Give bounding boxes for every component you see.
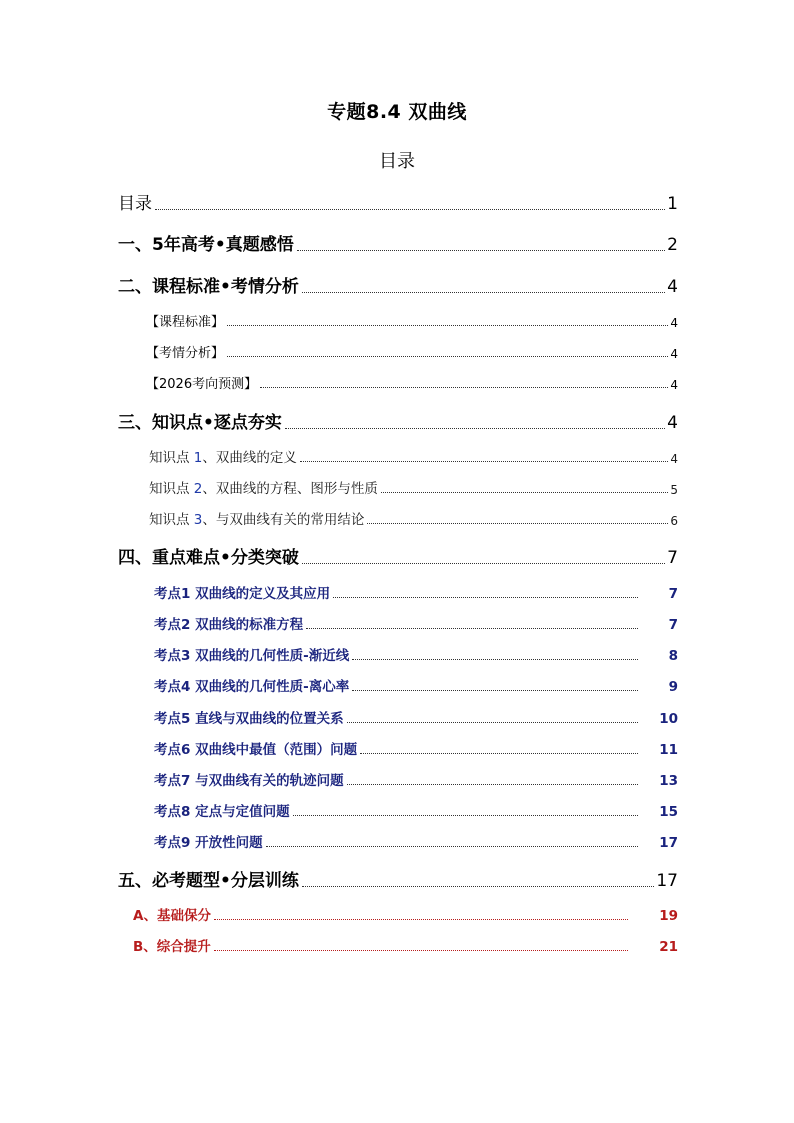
dot-leader — [302, 292, 665, 293]
toc-subentry[interactable] — [146, 373, 678, 392]
toc-kaodian-entry[interactable] — [154, 769, 678, 789]
document-title: 专题8.4 双曲线 — [327, 101, 467, 123]
toc-entry-page: 9 — [668, 679, 678, 695]
toc-entry[interactable] — [118, 189, 678, 214]
toc-knowledge-entry[interactable] — [149, 477, 678, 497]
toc-entry-label: 考点8 定点与定值问题 — [154, 804, 290, 820]
toc-entry-label: 目录 — [118, 194, 152, 214]
toc-entry-label: 【课程标准】 — [146, 315, 225, 330]
toc-entry-page: 13 — [659, 773, 678, 789]
dot-leader — [293, 815, 638, 816]
toc-entry[interactable] — [118, 272, 678, 297]
toc-entry-label: 一、5年高考•真题感悟 — [118, 235, 294, 255]
toc-subentry[interactable] — [146, 311, 678, 330]
dot-leader — [352, 659, 638, 660]
toc-entry-page: 11 — [659, 742, 678, 758]
toc-entry-page: 5 — [670, 483, 678, 497]
dot-leader — [367, 523, 668, 524]
toc-entry-label: 考点7 与双曲线有关的轨迹问题 — [154, 773, 344, 789]
toc-kaodian-entry[interactable] — [154, 831, 678, 851]
toc-entry-label: B、综合提升 — [133, 939, 211, 955]
toc-entry-page: 8 — [668, 648, 678, 664]
toc-entry-page: 4 — [667, 277, 678, 297]
toc-entry-page: 7 — [668, 586, 678, 602]
toc-entry-label: 五、必考题型•分层训练 — [118, 871, 299, 891]
dot-leader — [155, 209, 665, 210]
dot-leader — [352, 690, 638, 691]
toc-kaodian-entry[interactable] — [154, 707, 678, 727]
toc-entry[interactable] — [118, 543, 678, 568]
dot-leader — [285, 428, 665, 429]
dot-leader — [227, 356, 668, 357]
dot-leader — [227, 325, 668, 326]
toc-entry-page: 15 — [659, 804, 678, 820]
toc-entry[interactable] — [118, 408, 678, 433]
dot-leader — [381, 492, 668, 493]
toc-entry-label: 考点1 双曲线的定义及其应用 — [154, 586, 331, 602]
toc-entry-label: 二、课程标准•考情分析 — [118, 277, 299, 297]
dot-leader — [302, 886, 654, 887]
toc-entry[interactable] — [118, 230, 678, 255]
toc-kaodian-entry[interactable] — [154, 613, 678, 633]
dot-leader — [347, 722, 638, 723]
toc-entry-label: 知识点 1、双曲线的定义 — [149, 450, 297, 466]
toc-entry-page: 21 — [659, 939, 678, 955]
toc-entry-page: 4 — [670, 378, 678, 392]
toc-kaodian-entry[interactable] — [154, 675, 678, 695]
dot-leader — [214, 919, 628, 920]
toc-entry-page: 1 — [667, 194, 678, 214]
toc-entry-label: 考点3 双曲线的几何性质-渐近线 — [154, 648, 350, 664]
dot-leader — [214, 950, 628, 951]
toc-entry-label: 【考情分析】 — [146, 346, 225, 361]
dot-leader — [260, 387, 668, 388]
toc-knowledge-entry[interactable] — [149, 446, 678, 466]
toc-entry-page: 4 — [670, 347, 678, 361]
toc-kaodian-entry[interactable] — [154, 800, 678, 820]
toc-entry-label: 三、知识点•逐点夯实 — [118, 413, 282, 433]
toc-kaodian-entry[interactable] — [154, 738, 678, 758]
toc-entry-page: 7 — [668, 617, 678, 633]
toc-entry-page: 4 — [670, 316, 678, 330]
dot-leader — [302, 563, 665, 564]
dot-leader — [297, 250, 665, 251]
toc-entry-label: 考点9 开放性问题 — [154, 835, 263, 851]
toc-entry-label: A、基础保分 — [133, 908, 211, 924]
toc-knowledge-entry[interactable] — [149, 508, 678, 528]
toc-entry-page: 7 — [667, 548, 678, 568]
dot-leader — [333, 597, 638, 598]
toc-entry-page: 10 — [659, 711, 678, 727]
toc-entry-label: 考点5 直线与双曲线的位置关系 — [154, 711, 344, 727]
toc-entry-label: 考点6 双曲线中最值（范围）问题 — [154, 742, 358, 758]
toc-entry-page: 17 — [656, 871, 678, 891]
dot-leader — [347, 784, 638, 785]
toc-entry-label: 【2026考向预测】 — [146, 377, 258, 392]
dot-leader — [306, 628, 638, 629]
toc-entry[interactable] — [118, 866, 678, 891]
toc-entry-label: 考点4 双曲线的几何性质-离心率 — [154, 679, 350, 695]
toc-training-entry[interactable] — [133, 904, 678, 924]
toc-entry-label: 知识点 2、双曲线的方程、图形与性质 — [149, 481, 378, 497]
toc-entry-page: 4 — [667, 413, 678, 433]
dot-leader — [300, 461, 668, 462]
toc-entry-label: 四、重点难点•分类突破 — [118, 548, 299, 568]
dot-leader — [266, 846, 638, 847]
toc-kaodian-entry[interactable] — [154, 582, 678, 602]
toc-kaodian-entry[interactable] — [154, 644, 678, 664]
toc-training-entry[interactable] — [133, 935, 678, 955]
toc-entry-page: 2 — [667, 235, 678, 255]
toc-entry-page: 19 — [659, 908, 678, 924]
dot-leader — [360, 753, 638, 754]
toc-entry-page: 4 — [670, 452, 678, 466]
toc-entry-label: 知识点 3、与双曲线有关的常用结论 — [149, 512, 365, 528]
toc-subentry[interactable] — [146, 342, 678, 361]
toc-entry-page: 6 — [670, 514, 678, 528]
toc-entry-label: 考点2 双曲线的标准方程 — [154, 617, 304, 633]
toc-heading: 目录 — [379, 151, 415, 172]
toc-entry-page: 17 — [659, 835, 678, 851]
